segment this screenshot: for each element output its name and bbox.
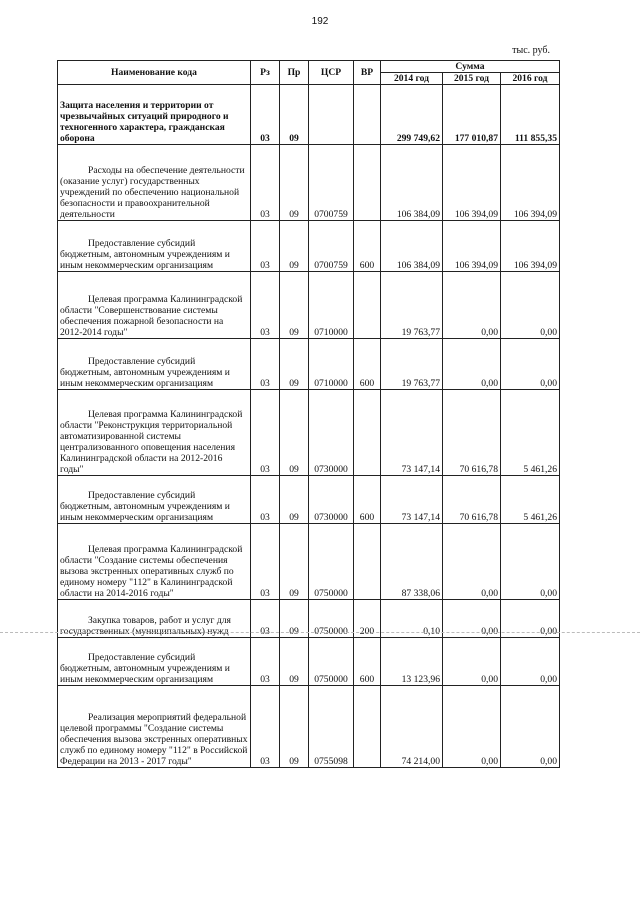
row-csr: 0730000 [309, 390, 354, 476]
row-pr: 09 [280, 221, 309, 272]
row-vr [354, 85, 381, 145]
row-pr: 09 [280, 85, 309, 145]
row-2016: 0,00 [501, 524, 560, 600]
row-2014: 19 763,77 [381, 339, 443, 390]
row-2014: 19 763,77 [381, 272, 443, 339]
row-2014: 106 384,09 [381, 145, 443, 221]
row-pr: 09 [280, 524, 309, 600]
row-2016: 5 461,26 [501, 390, 560, 476]
row-2015: 177 010,87 [443, 85, 501, 145]
table-row [58, 221, 560, 272]
row-2014: 299 749,62 [381, 85, 443, 145]
row-2016: 0,00 [501, 686, 560, 768]
row-name: Предоставление субсидий бюджетным, автономным учреждениям и иным некоммерческим организациям [58, 339, 251, 390]
row-name: Целевая программа Калининградской области "Реконструкция территориальной автоматизированной системы централизованного оповещения населения Калининградской области на 2012-2016 годы" [58, 390, 251, 476]
units-label: тыс. руб. [512, 45, 550, 56]
header-2016: 2016 год [501, 73, 560, 85]
row-2015: 0,00 [443, 638, 501, 686]
row-2014: 73 147,14 [381, 390, 443, 476]
row-name: Реализация мероприятий федеральной целевой программы "Создание системы обеспечения вызова экстренных оперативных служб по единому номеру "112" в Российской Федерации на 2013 - 2017 годы" [58, 686, 251, 768]
table-body [58, 85, 560, 768]
row-rz: 03 [251, 85, 280, 145]
row-rz: 03 [251, 339, 280, 390]
row-2015: 0,00 [443, 524, 501, 600]
row-csr [309, 85, 354, 145]
row-pr: 09 [280, 686, 309, 768]
row-pr: 09 [280, 390, 309, 476]
row-vr: 600 [354, 476, 381, 524]
row-name: Закупка товаров, работ и услуг для государственных (муниципальных) нужд [58, 600, 251, 638]
row-2016: 0,00 [501, 600, 560, 638]
header-vr: ВР [354, 61, 381, 85]
row-vr [354, 686, 381, 768]
row-pr: 09 [280, 145, 309, 221]
row-2015: 106 394,09 [443, 145, 501, 221]
header-name: Наименование кода [58, 61, 251, 85]
header-2015: 2015 год [443, 73, 501, 85]
row-rz: 03 [251, 145, 280, 221]
row-2015: 70 616,78 [443, 476, 501, 524]
row-vr: 600 [354, 638, 381, 686]
row-pr: 09 [280, 272, 309, 339]
row-name: Предоставление субсидий бюджетным, автономным учреждениям и иным некоммерческим организациям [58, 476, 251, 524]
row-vr [354, 272, 381, 339]
row-rz: 03 [251, 686, 280, 768]
row-2016: 0,00 [501, 638, 560, 686]
row-name: Защита населения и территории от чрезвычайных ситуаций природного и техногенного характера, гражданская оборона [58, 85, 251, 145]
row-2015: 0,00 [443, 600, 501, 638]
row-rz: 03 [251, 390, 280, 476]
row-name: Целевая программа Калининградской области "Создание системы обеспечения вызова экстренных оперативных служб по единому номеру "112" в Калининградской области на 2014-2016 годы" [58, 524, 251, 600]
table-row [58, 339, 560, 390]
row-2015: 0,00 [443, 686, 501, 768]
row-2015: 0,00 [443, 272, 501, 339]
table-row [58, 272, 560, 339]
budget-table [57, 60, 560, 768]
table-row [58, 686, 560, 768]
row-2016: 111 855,35 [501, 85, 560, 145]
table-row [58, 524, 560, 600]
row-2015: 0,00 [443, 339, 501, 390]
page-number: 192 [311, 16, 329, 27]
row-2016: 106 394,09 [501, 145, 560, 221]
row-csr: 0750000 [309, 524, 354, 600]
header-csr: ЦСР [309, 61, 354, 85]
table-row [58, 638, 560, 686]
row-2014: 0,10 [381, 600, 443, 638]
row-csr: 0710000 [309, 272, 354, 339]
row-csr: 0730000 [309, 476, 354, 524]
row-vr [354, 145, 381, 221]
table-row [58, 390, 560, 476]
row-csr: 0700759 [309, 221, 354, 272]
row-csr: 0755098 [309, 686, 354, 768]
row-vr: 600 [354, 221, 381, 272]
row-2016: 0,00 [501, 272, 560, 339]
row-csr: 0750000 [309, 638, 354, 686]
row-vr [354, 524, 381, 600]
row-2014: 73 147,14 [381, 476, 443, 524]
row-2016: 106 394,09 [501, 221, 560, 272]
row-2015: 70 616,78 [443, 390, 501, 476]
row-rz: 03 [251, 476, 280, 524]
row-vr: 600 [354, 339, 381, 390]
row-pr: 09 [280, 638, 309, 686]
row-csr: 0750000 [309, 600, 354, 638]
row-rz: 03 [251, 524, 280, 600]
row-pr: 09 [280, 476, 309, 524]
row-2015: 106 394,09 [443, 221, 501, 272]
header-sum: Сумма [381, 61, 560, 73]
row-name: Целевая программа Калининградской области "Совершенствование системы обеспечения пожарной безопасности на 2012-2014 годы" [58, 272, 251, 339]
row-vr: 200 [354, 600, 381, 638]
row-2014: 106 384,09 [381, 221, 443, 272]
table-row [58, 476, 560, 524]
row-pr: 09 [280, 339, 309, 390]
row-rz: 03 [251, 638, 280, 686]
table-row [58, 85, 560, 145]
row-2014: 13 123,96 [381, 638, 443, 686]
row-rz: 03 [251, 221, 280, 272]
header-rz: Рз [251, 61, 280, 85]
row-name: Расходы на обеспечение деятельности (оказание услуг) государственных учреждений по обеспечению национальной безопасности и правоохранительной деятельности [58, 145, 251, 221]
row-pr: 09 [280, 600, 309, 638]
row-csr: 0700759 [309, 145, 354, 221]
row-name: Предоставление субсидий бюджетным, автономным учреждениям и иным некоммерческим организациям [58, 221, 251, 272]
row-name: Предоставление субсидий бюджетным, автономным учреждениям и иным некоммерческим организациям [58, 638, 251, 686]
header-pr: Пр [280, 61, 309, 85]
scan-fold-line [0, 632, 640, 634]
row-2016: 5 461,26 [501, 476, 560, 524]
header-2014: 2014 год [381, 73, 443, 85]
row-2014: 87 338,06 [381, 524, 443, 600]
row-csr: 0710000 [309, 339, 354, 390]
table-row [58, 145, 560, 221]
row-rz: 03 [251, 600, 280, 638]
row-vr [354, 390, 381, 476]
row-2014: 74 214,00 [381, 686, 443, 768]
row-2016: 0,00 [501, 339, 560, 390]
row-rz: 03 [251, 272, 280, 339]
